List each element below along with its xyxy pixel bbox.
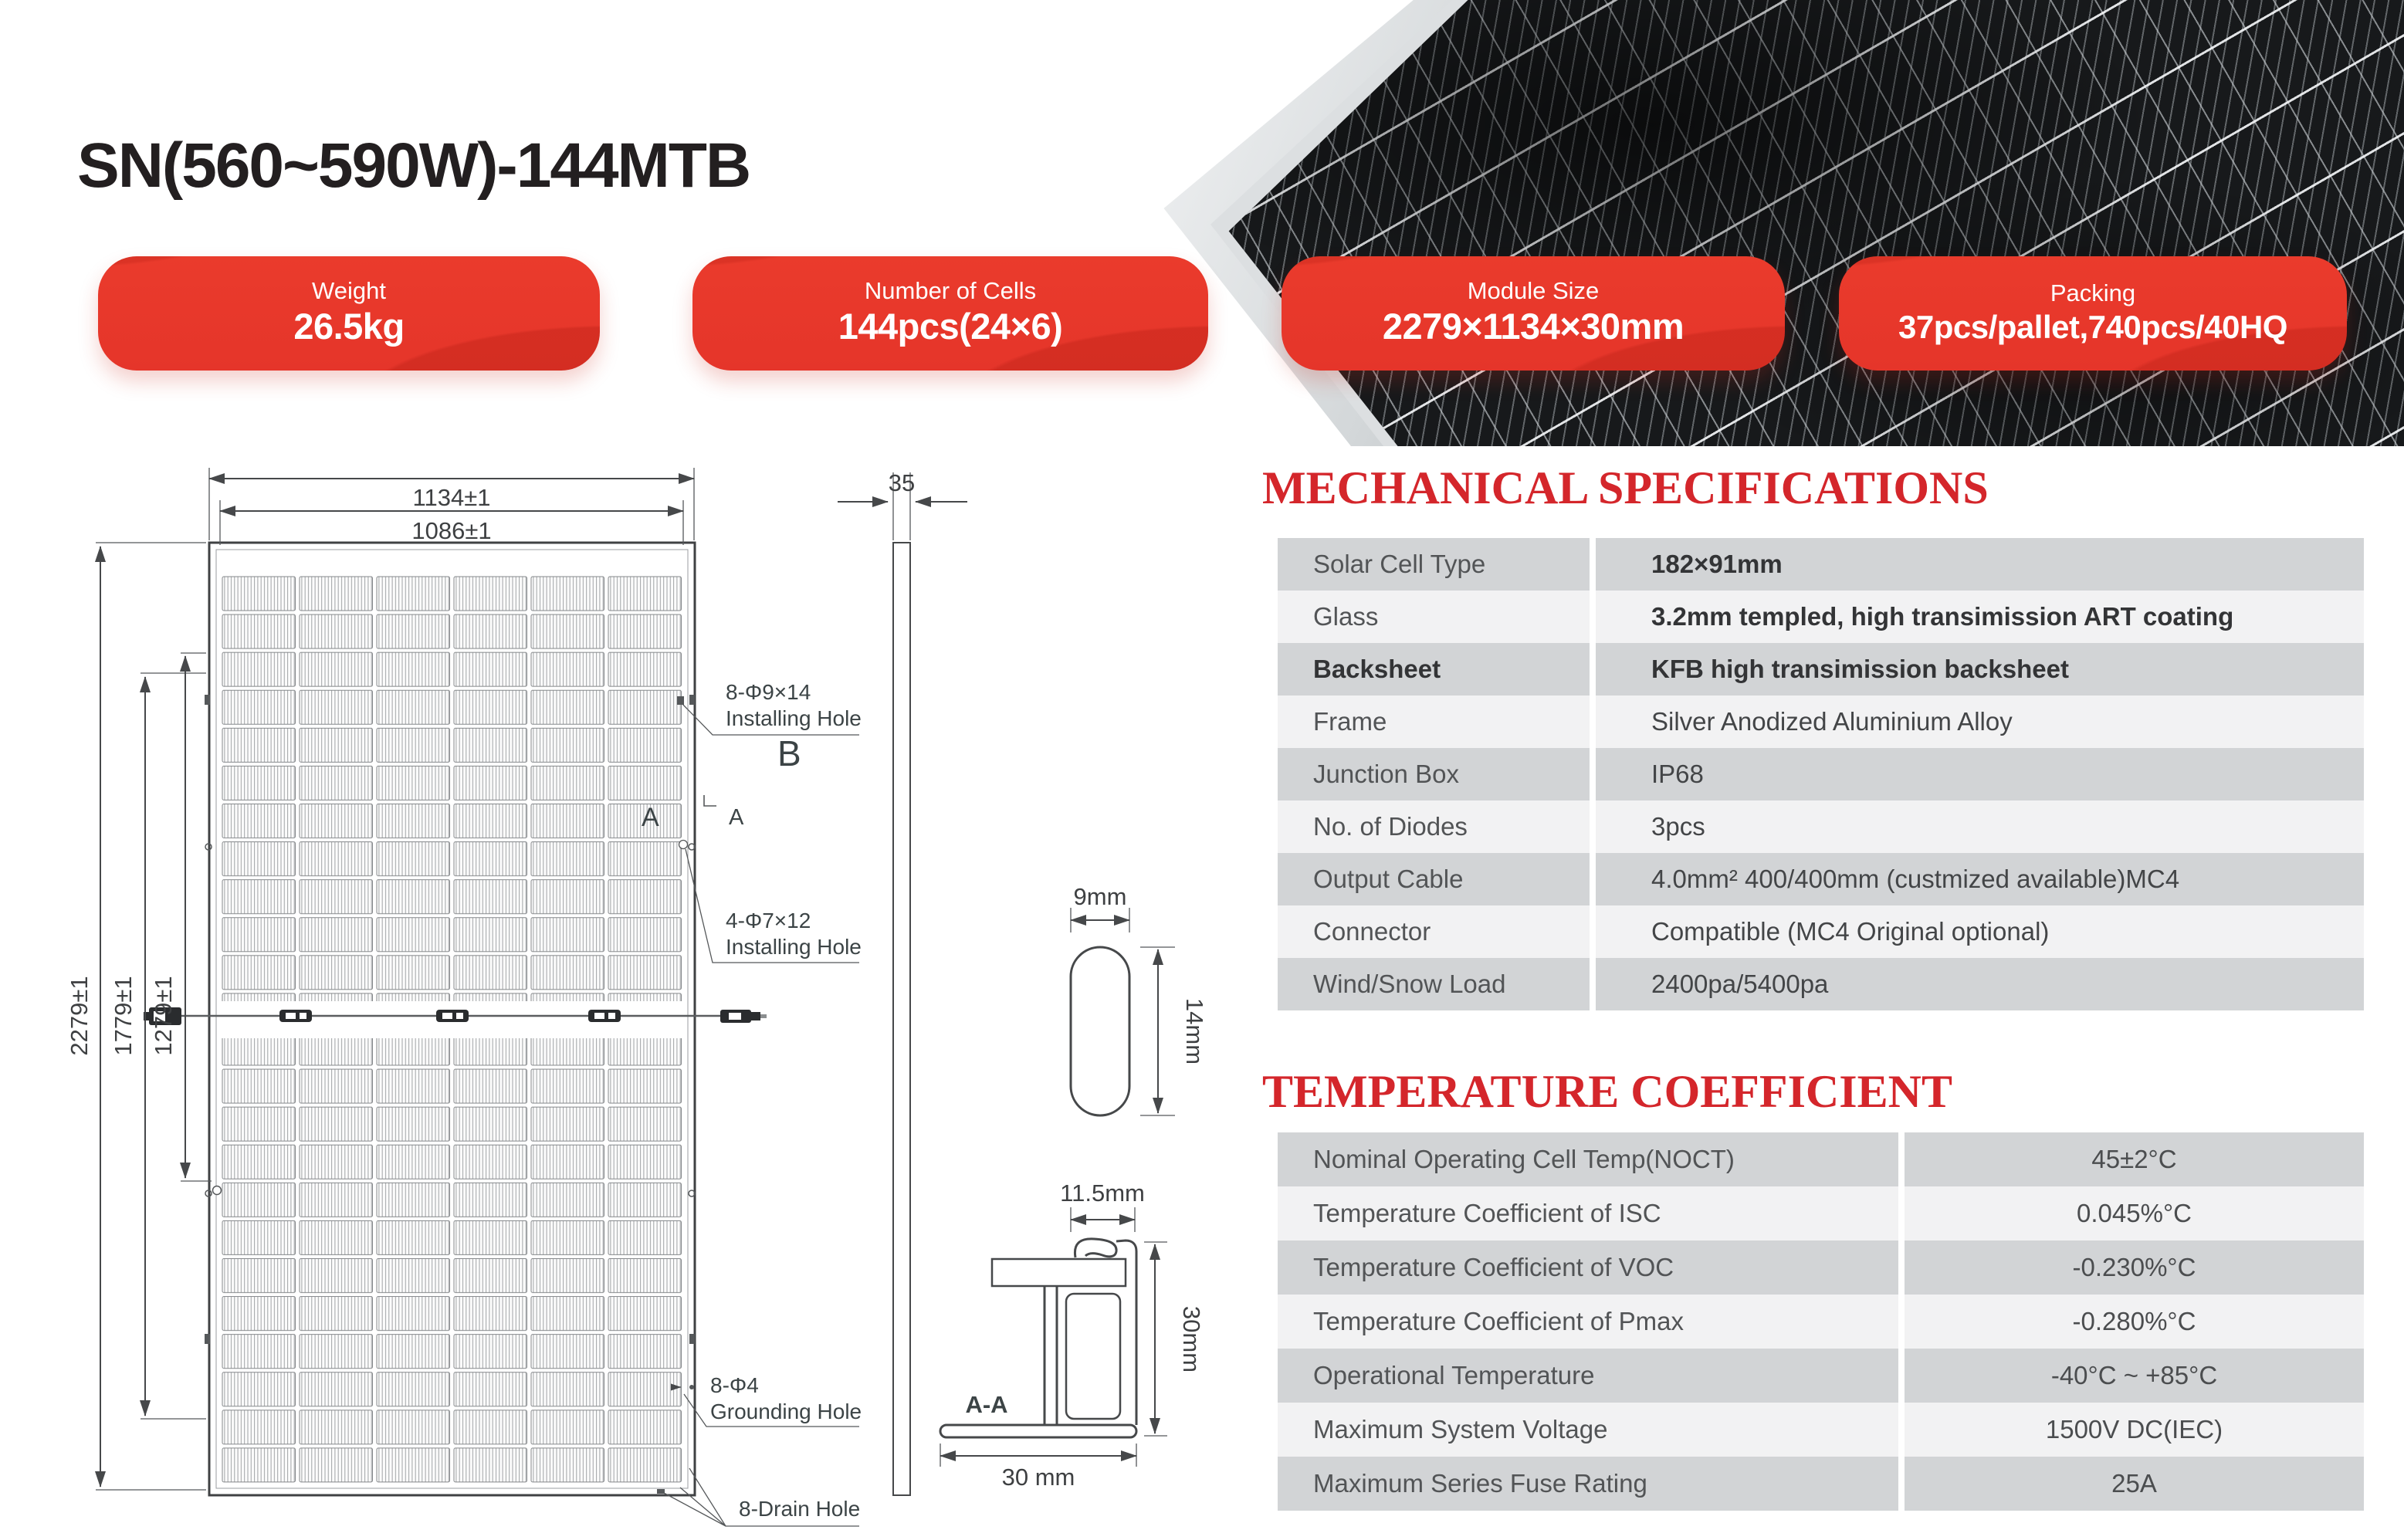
temperature-coefficient-heading: TEMPERATURE COEFFICIENT <box>1262 1066 1952 1117</box>
spec-value: 1500V DC(IEC) <box>1905 1403 2364 1457</box>
table-row <box>1278 696 2364 748</box>
dim-thickness: 35 <box>888 469 916 496</box>
table-row <box>1278 800 2364 853</box>
spec-label: Backsheet <box>1278 643 1590 696</box>
table-row <box>1278 1457 2364 1511</box>
spec-value: -0.230%°C <box>1905 1240 2364 1295</box>
spec-value: 182×91mm <box>1596 538 2364 591</box>
connector-right <box>720 1010 767 1023</box>
spec-label: Frame <box>1278 696 1590 748</box>
spec-value: Compatible (MC4 Original optional) <box>1596 905 2364 958</box>
temperature-coefficient-table <box>1278 1132 2364 1511</box>
spec-label: Operational Temperature <box>1278 1349 1898 1403</box>
spec-label: Maximum System Voltage <box>1278 1403 1898 1457</box>
spec-value: 3pcs <box>1596 800 2364 853</box>
installing-hole-detail <box>1071 947 1129 1115</box>
spec-value: Silver Anodized Aluminium Alloy <box>1596 696 2364 748</box>
label-b: B <box>777 733 801 773</box>
spec-label: No. of Diodes <box>1278 800 1590 853</box>
badge-packing <box>1839 256 2347 371</box>
annotation-install-mid-size: 4-Φ7×12 <box>726 909 811 932</box>
badge-module-size <box>1282 256 1785 371</box>
spec-value: 0.045%°C <box>1905 1186 2364 1240</box>
photo-solar-cells <box>1104 0 2404 446</box>
spec-label: Junction Box <box>1278 748 1590 800</box>
spec-label: Maximum Series Fuse Rating <box>1278 1457 1898 1511</box>
table-row <box>1278 591 2364 643</box>
badge-label: Module Size <box>1467 276 1600 304</box>
dim-profile-bottom: 30 mm <box>1001 1464 1075 1491</box>
dim-height-mid: 1779±1 <box>110 976 137 1056</box>
panel-side-view <box>893 543 910 1495</box>
spec-value: 45±2°C <box>1905 1132 2364 1186</box>
annotation-install-top-size: 8-Φ9×14 <box>726 680 811 704</box>
annotation-drain-label: 8-Drain Hole <box>739 1497 861 1521</box>
spec-label: Temperature Coefficient of ISC <box>1278 1186 1898 1240</box>
table-row <box>1278 748 2364 800</box>
badge-value: 37pcs/pallet,740pcs/40HQ <box>1898 308 2287 345</box>
table-row <box>1278 538 2364 591</box>
badge-value: 2279×1134×30mm <box>1382 306 1684 347</box>
table-row <box>1278 1403 2364 1457</box>
dim-height-outer: 2279±1 <box>66 976 93 1056</box>
spec-label: Nominal Operating Cell Temp(NOCT) <box>1278 1132 1898 1186</box>
spec-label: Temperature Coefficient of VOC <box>1278 1240 1898 1295</box>
table-row <box>1278 1349 2364 1403</box>
table-row <box>1278 1295 2364 1349</box>
badge-label: Weight <box>312 276 386 304</box>
badge-label: Packing <box>2050 279 2136 306</box>
table-row <box>1278 643 2364 696</box>
spec-value: -0.280%°C <box>1905 1295 2364 1349</box>
label-section-aa: A-A <box>965 1391 1008 1418</box>
badge-label: Number of Cells <box>864 276 1037 304</box>
mechanical-specs-heading: MECHANICAL SPECIFICATIONS <box>1262 462 1989 513</box>
spec-value: 2400pa/5400pa <box>1596 958 2364 1010</box>
table-row <box>1278 1240 2364 1295</box>
panel-front-view <box>144 543 767 1495</box>
badge-weight <box>98 256 600 371</box>
table-row <box>1278 905 2364 958</box>
spec-label: Connector <box>1278 905 1590 958</box>
annotation-install-mid-label: Installing Hole <box>726 935 862 959</box>
page-title: SN(560~590W)-144MTB <box>77 130 750 201</box>
dim-width-outer: 1134±1 <box>412 484 491 511</box>
technical-drawing <box>62 432 1266 1536</box>
dim-height-inner: 1279±1 <box>150 976 177 1056</box>
spec-value: 25A <box>1905 1457 2364 1511</box>
annotation-ground-label: Grounding Hole <box>710 1400 862 1423</box>
annotation-ground-size: 8-Φ4 <box>710 1373 759 1397</box>
dim-profile-top: 11.5mm <box>1060 1180 1145 1207</box>
table-row <box>1278 1186 2364 1240</box>
dim-hole-height: 14mm <box>1181 997 1208 1065</box>
table-row <box>1278 853 2364 905</box>
spec-label: Output Cable <box>1278 853 1590 905</box>
badge-value: 144pcs(24×6) <box>838 306 1063 347</box>
product-photo <box>1104 0 2404 446</box>
label-a-panel: A <box>642 803 659 832</box>
spec-label: Solar Cell Type <box>1278 538 1590 591</box>
grounding-hole-pointer <box>213 1186 222 1195</box>
spec-value: 4.0mm² 400/400mm (custmized available)MC4 <box>1596 853 2364 905</box>
annotation-install-top-label: Installing Hole <box>726 706 862 730</box>
dim-hole-width: 9mm <box>1073 883 1127 910</box>
spec-value: 3.2mm templed, high transimission ART coating <box>1596 591 2364 643</box>
spec-value: IP68 <box>1596 748 2364 800</box>
spec-label: Wind/Snow Load <box>1278 958 1590 1010</box>
table-row <box>1278 1132 2364 1186</box>
label-a-callout: A <box>729 805 744 830</box>
mechanical-specs-table <box>1278 538 2364 1010</box>
badge-value: 26.5kg <box>293 306 405 347</box>
dim-width-inner: 1086±1 <box>411 517 492 544</box>
dim-profile-side: 30mm <box>1178 1305 1205 1373</box>
spec-label: Temperature Coefficient of Pmax <box>1278 1295 1898 1349</box>
spec-value: -40°C ~ +85°C <box>1905 1349 2364 1403</box>
spec-value: KFB high transimission backsheet <box>1596 643 2364 696</box>
table-row <box>1278 958 2364 1010</box>
spec-label: Glass <box>1278 591 1590 643</box>
badge-number-of-cells <box>692 256 1208 371</box>
